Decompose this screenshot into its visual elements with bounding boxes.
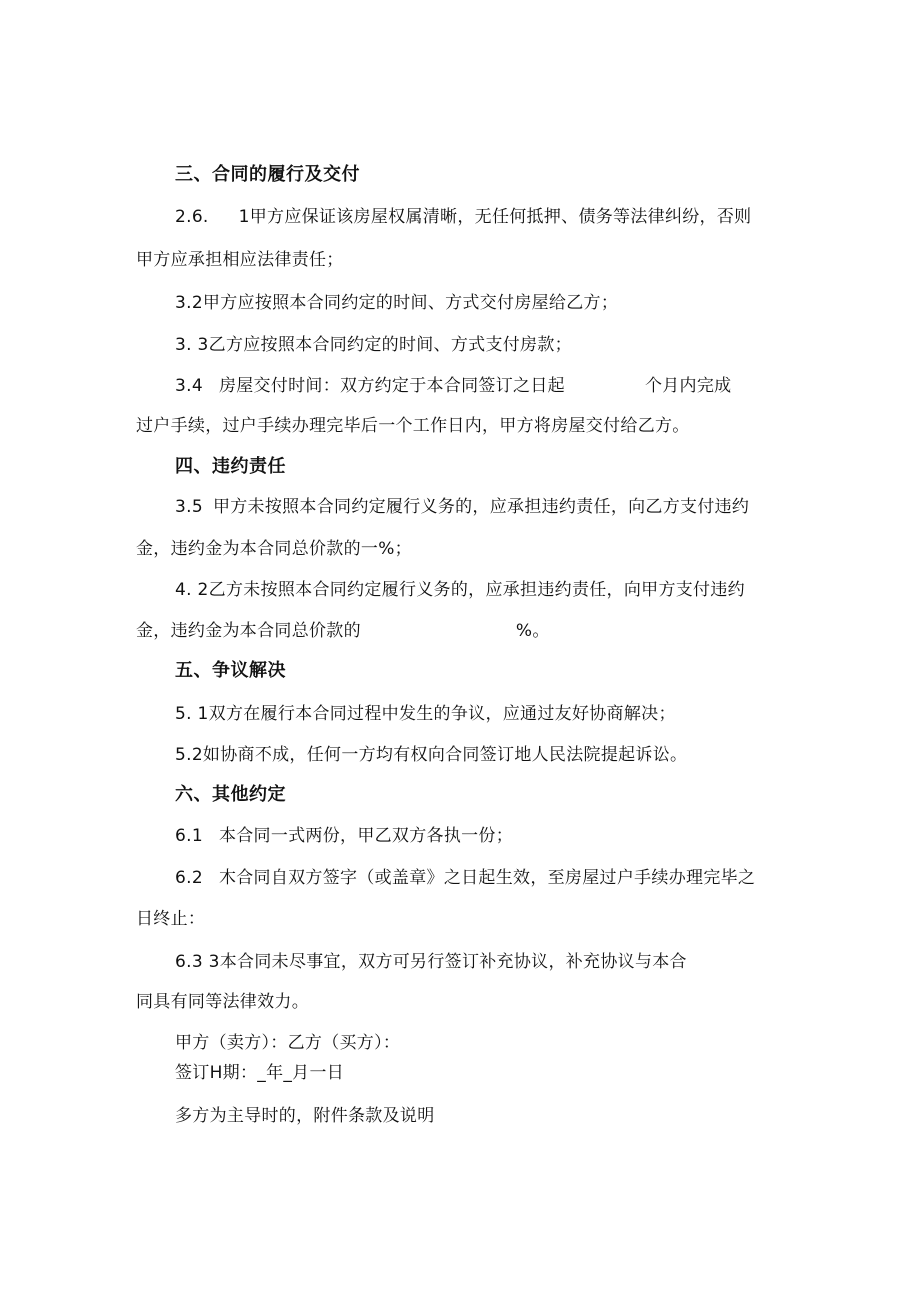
clause-4-1-line-2: 金，违约金为本合同总价款的一%； xyxy=(136,539,412,559)
clause-4-2-line-1: 4. 2乙方未按照本合同约定履行义务的，应承担违约责任，向甲方支付违约 xyxy=(175,580,745,600)
clause-3-4-text-b: 个月内完成 xyxy=(644,376,732,396)
clause-6-2-line-1 xyxy=(175,867,755,889)
clause-3-1-line-2: 甲方应承担相应法律责任； xyxy=(136,250,344,270)
clause-6-1-text: 本合同一式两份，甲乙双方各执一份； xyxy=(218,826,514,846)
clause-6-2-text: 木合同自双方签字（或盖章》之日起生效，至房屋过户手续办理完毕之 xyxy=(218,868,756,888)
signature-parties: 甲方（卖方）：乙方（买方）： xyxy=(175,1033,401,1053)
clause-4-2-text-b: %。 xyxy=(515,621,550,641)
section-4-heading: 四、违约责任 xyxy=(175,456,286,477)
clause-5-2: 5.2如协商不成，任何一方均有权向合同签订地人民法院提起诉讼。 xyxy=(175,745,688,765)
clause-3-1-number: 2.6. xyxy=(175,207,209,227)
clause-3-3: 3. 3乙方应按照本合同约定的时间、方式支付房款； xyxy=(175,335,572,355)
clause-3-1-text: 1甲方应保证该房屋权属清晰，无任何抵押、债务等法律纠纷，否则 xyxy=(238,207,752,227)
clause-4-2-text-a: 金，违约金为本合同总价款的 xyxy=(136,621,361,641)
section-3-heading: 三、合同的履行及交付 xyxy=(175,164,360,185)
clause-5-1: 5. 1双方在履行本合同过程中发生的争议，应通过友好协商解决； xyxy=(175,704,676,724)
clause-3-4-line-2: 过户手续，过户手续办理完毕后一个工作日内，甲方将房屋交付给乙方。 xyxy=(136,416,690,436)
clause-6-1 xyxy=(175,825,513,847)
clause-4-1-number: 3.5 xyxy=(175,497,203,517)
clause-4-1-line-1 xyxy=(175,496,749,518)
signature-date: 签订H期：_年_月一日 xyxy=(175,1063,345,1083)
clause-6-2-line-2: 日终止： xyxy=(136,909,206,929)
clause-3-4-number: 3.4 xyxy=(175,376,203,396)
clause-4-2-line-2 xyxy=(136,620,550,642)
section-6-heading: 六、其他约定 xyxy=(175,784,286,805)
clause-3-2: 3.2甲方应按照本合同约定的时间、方式交付房屋给乙方； xyxy=(175,293,619,313)
clause-3-1-line-1 xyxy=(175,206,751,228)
clause-3-4-text-a: 房屋交付时间：双方约定于本合同签订之日起 xyxy=(218,376,565,396)
clause-6-3-line-2: 同具有同等法律效力。 xyxy=(136,992,309,1012)
clause-4-1-text: 甲方未按照本合同约定履行义务的，应承担违约责任，向乙方支付违约 xyxy=(212,497,750,517)
section-5-heading: 五、争议解决 xyxy=(175,660,286,681)
clause-6-1-number: 6.1 xyxy=(175,826,203,846)
clause-3-4-line-1 xyxy=(175,375,731,397)
clause-6-3-line-1: 6.3 3本合同未尽事宜，双方可另行签订补充协议，补充协议与本合 xyxy=(175,952,687,972)
footer-note: 多方为主导时的，附件条款及说明 xyxy=(175,1106,435,1126)
clause-6-2-number: 6.2 xyxy=(175,868,203,888)
